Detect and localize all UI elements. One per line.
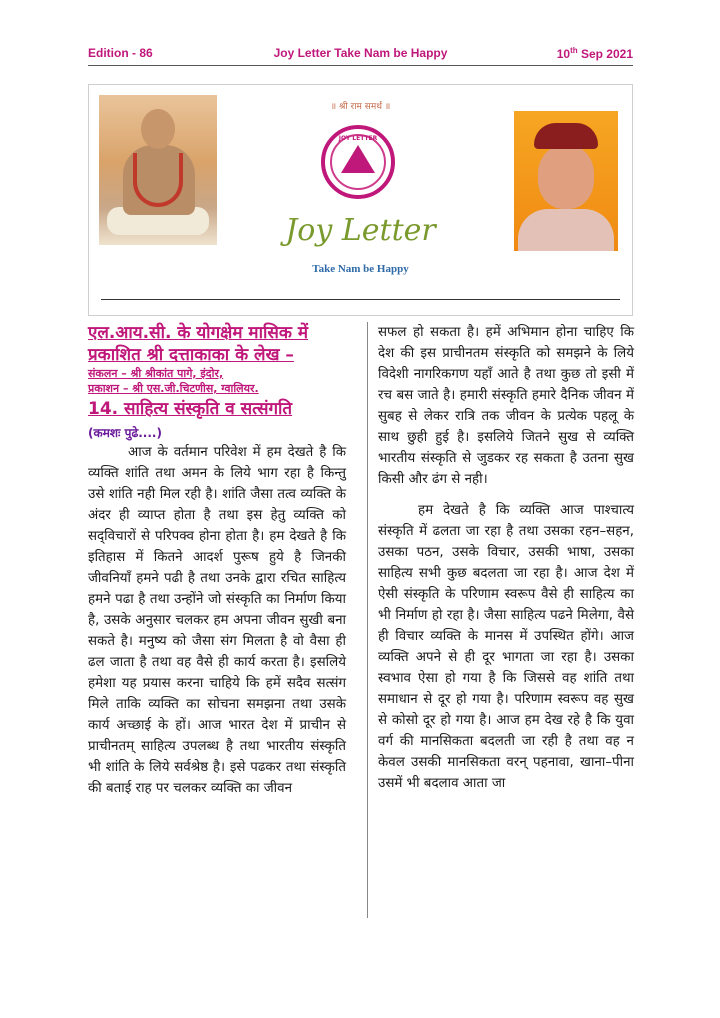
column-divider xyxy=(367,322,368,918)
published-by: प्रकाशन – श्री एस.जी.चिटणीस, ग्वालियर. xyxy=(88,382,259,395)
left-column xyxy=(88,322,346,799)
page-header xyxy=(88,44,633,64)
date-suffix: th xyxy=(570,46,578,55)
header-rule xyxy=(88,65,633,66)
masthead-banner xyxy=(88,84,633,316)
date-day: 10 xyxy=(556,47,571,61)
brand-tagline: Take Nam be Happy xyxy=(312,263,409,275)
brand-name: Joy Letter xyxy=(285,213,436,248)
body-paragraph-right-1: सफल हो सकता है। हमें अभिमान होना चाहिए कि देश की इस प्राचीनतम संस्कृति को समझने के लिये विदेशी नागरिकगण यहॉं आते है तथा कुछ तो इसी में रच बस जाते है। हमारी संस्कृति हमारे दैनिक जीवन में सुबह से लेकर रात्रि तक जीवन के प्रत्येक पहलू के साथ छुही हुई है। इसलिये जितने सुख से व्यक्ति भारतीय संस्कृति से जुडकर रह सकता है उतना सुख किसी और ढंग से नही। xyxy=(378,325,634,487)
body-paragraph-left: आज के वर्तमान परिवेश में हम देखते है कि व्यक्ति शांति तथा अमन के लिये भाग रहा है किन्तु उसे शांति नही मिल रही है। शांति जैसा तत्व व्यक्ति के अंदर ही व्याप्त होता है तथा इस हेतु व्यक्ति को सद्‌विचारों से परिपक्व होना होता है। हम देखते है कि इतिहास में कितने आदर्श पुरूष हुये है जिनकी जीवनियॉं हमने पढी है तथा उनके द्वारा रचित साहित्य हमने पढा है तथा उन्होंने जो संस्कृति का निर्माण किया है, उसके अनुसार चलकर हम अपना जीवन सुखी बना सकते है। मनुष्य को जैसा संग मिलता है वो वैसा ही ढल जाता है तथा वह वैसे ही कार्य करता है। इसलिये हमेशा यह प्रयास करना चाहिये कि हमें सदैव सत्संग मिले ताकि व्यक्ति का सोचना समझना तथा उसके कार्य अच्छाई के हों। आज भारत देश में प्राचीन से प्राचीनतम् साहित्य उपलब्ध है तथा भारतीय संस्कृति भी शांति के लिये सर्वश्रेष्ठ है। इसे पढकर तथा संस्कृति की बताई राह पर चलकर व्यक्ति का जीवन xyxy=(88,445,346,796)
author-portrait-photo xyxy=(514,111,618,251)
right-column xyxy=(378,322,634,794)
banner-rule xyxy=(101,299,620,300)
joy-letter-logo xyxy=(321,125,395,199)
invocation-text: ॥ श्री राम समर्थ ॥ xyxy=(330,102,391,112)
chapter-heading: 14. साहित्य संस्कृति व सत्संगति xyxy=(88,399,293,419)
issue-date xyxy=(557,46,633,61)
compiled-by: संकलन – श्री श्रीकांत पागे, इंदोर, xyxy=(88,367,224,380)
edition-label: Edition - 86 xyxy=(88,46,153,60)
article-title: एल.आय.सी. के योगक्षेम मासिक में प्रकाशित श्री दत्ताकाका के लेख – xyxy=(88,323,309,365)
newsletter-title: Joy Letter Take Nam be Happy xyxy=(273,46,448,60)
body-paragraph-right-2: हम देखते है कि व्यक्ति आज पाश्चात्य संस्कृति में ढलता जा रहा है तथा उसका रहन–सहन, उसका पठन, उसके विचार, उसकी भाषा, उसका साहित्य सभी कुछ बदलता जा रहा है। आज देश में ऐसी संस्कृति के परिणाम स्वरूप वैसे ही साहित्य का भी निर्माण हो रहा है। जैसा साहित्य पढने मिलेगा, वैसे ही विचार व्यक्ति के मानस में उपस्थित होंगे। आज व्यक्ति अपने से ही दूर भागता जा रहा है। उसका स्वभाव ऐसा हो गया है कि जिससे वह शांति तथा समाधान से दूर हो गया है। परिणाम स्वरूप वह सुख से कोसो दूर हो गया है। आज हम देख रहे है कि युवा वर्ग की मानसिकता बदलती जा रही है तथा वह न केवल उसकी मानसिकता वरन् पहनावा, खाना–पीना उसमें भी बदलाव आता जा xyxy=(378,503,634,791)
continued-note: (कमशः पुढे....) xyxy=(88,426,162,440)
logo-text: JOY LETTER xyxy=(338,135,378,142)
date-rest: Sep 2021 xyxy=(577,47,633,61)
